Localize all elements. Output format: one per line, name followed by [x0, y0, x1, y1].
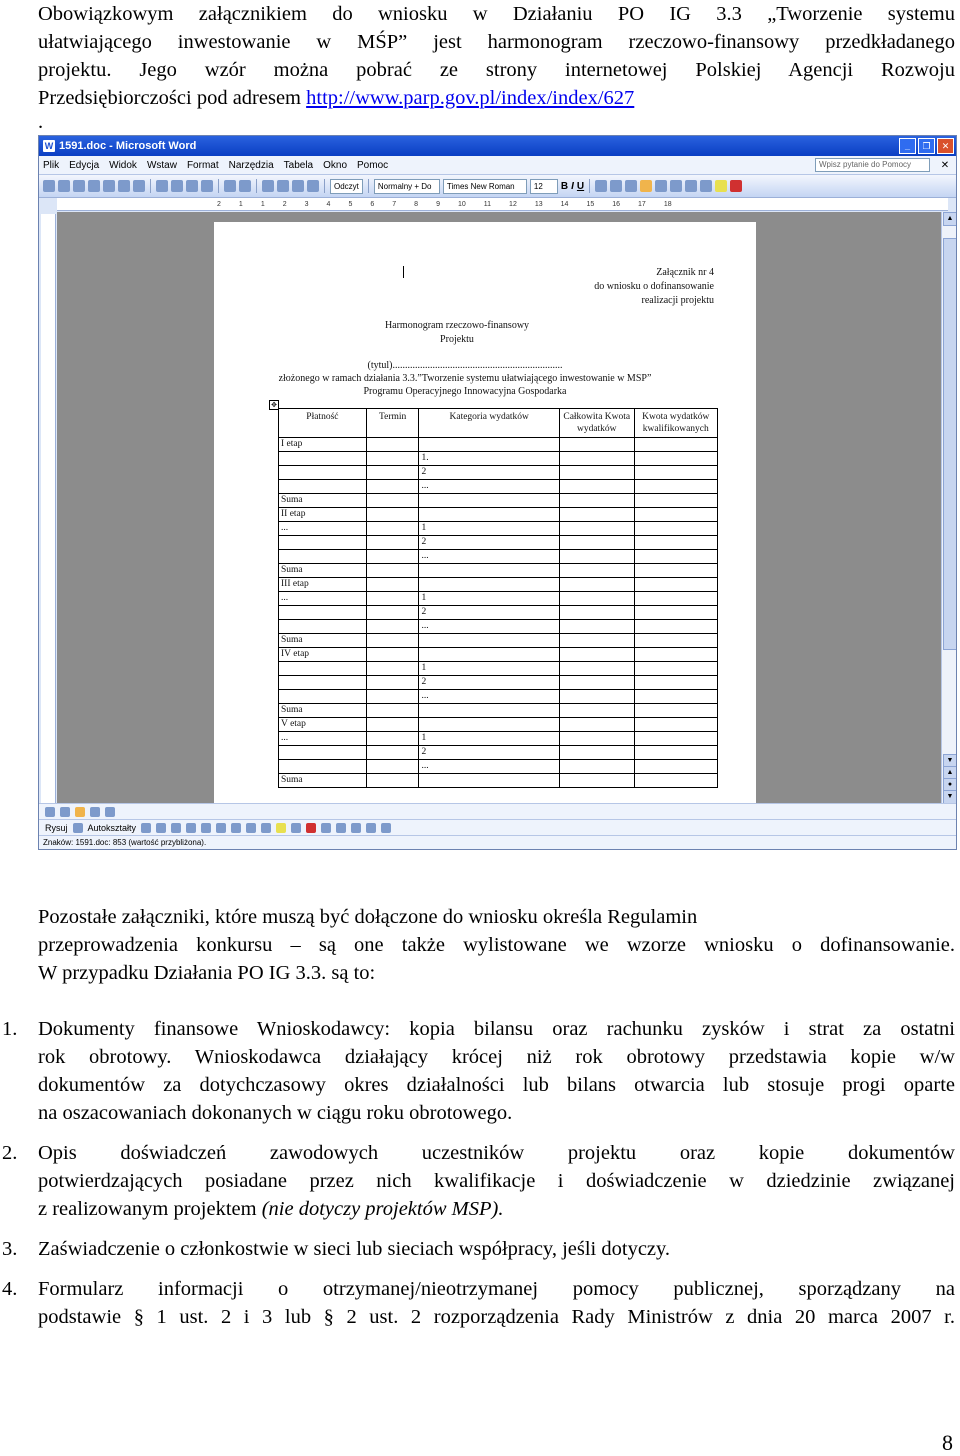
item-row — [279, 732, 718, 746]
table-cell[interactable] — [419, 704, 559, 718]
table-cell[interactable] — [279, 662, 367, 676]
table-cell[interactable] — [634, 760, 717, 774]
intro-trailing: . — [38, 111, 44, 133]
document-page[interactable] — [214, 222, 756, 804]
table-cell[interactable] — [559, 676, 634, 690]
table-cell[interactable] — [279, 536, 367, 550]
table-cell[interactable]: I etap — [279, 438, 367, 452]
table-cell[interactable] — [634, 438, 717, 452]
item-row — [279, 452, 718, 466]
table-cell[interactable] — [366, 592, 419, 606]
spelling-icon[interactable] — [133, 180, 145, 192]
table-cell[interactable]: 1 — [419, 732, 559, 746]
table-cell[interactable] — [279, 452, 367, 466]
format-painter-icon[interactable] — [201, 180, 213, 192]
table-cell[interactable] — [366, 536, 419, 550]
table-cell[interactable] — [366, 732, 419, 746]
table-cell[interactable] — [279, 676, 367, 690]
open-icon[interactable] — [58, 180, 70, 192]
table-cell[interactable] — [419, 718, 559, 732]
table-cell[interactable] — [419, 438, 559, 452]
drawing-icon[interactable] — [307, 180, 319, 192]
view-buttons-bar — [39, 803, 956, 820]
item-row — [279, 466, 718, 480]
title-block: (tytul).................................................................... złożonego w ramach działania 3.3.”Tworzenie systemu ułatwiającego inwestowanie w MSP” Programu Operacyjnego Innowacyjna Gospodarka — [278, 360, 652, 397]
vertical-scrollbar[interactable] — [941, 212, 956, 804]
item-row — [279, 676, 718, 690]
word-app-icon: W — [44, 141, 54, 151]
redo-icon[interactable] — [239, 180, 251, 192]
attachments-paragraph — [38, 903, 955, 987]
table-cell[interactable] — [366, 774, 419, 788]
font-select[interactable]: Times New Roman — [443, 179, 527, 194]
table-cell[interactable]: ... — [279, 732, 367, 746]
draw-menu[interactable]: Rysuj — [45, 823, 68, 833]
clipart-icon[interactable] — [246, 823, 256, 833]
bold-icon[interactable]: B — [560, 180, 569, 192]
table-cell[interactable] — [366, 648, 419, 662]
table-cell[interactable] — [559, 438, 634, 452]
table-cell[interactable] — [419, 578, 559, 592]
table-cell[interactable]: ... — [279, 522, 367, 536]
stage-row — [279, 508, 718, 522]
table-cell[interactable] — [559, 508, 634, 522]
align-left-icon[interactable] — [595, 180, 607, 192]
fill-color-icon[interactable] — [276, 823, 286, 833]
table-cell[interactable] — [559, 480, 634, 494]
table-cell[interactable] — [634, 718, 717, 732]
align-center-icon[interactable] — [610, 180, 622, 192]
col-header: Płatność — [279, 409, 367, 438]
table-cell[interactable]: II etap — [279, 508, 367, 522]
highlight-icon[interactable] — [715, 180, 727, 192]
document-area[interactable] — [57, 212, 942, 804]
browse-object-icon[interactable]: ● — [943, 778, 957, 792]
table-cell[interactable] — [634, 550, 717, 564]
table-cell[interactable] — [634, 774, 717, 788]
list-line: Dokumenty finansowe Wnioskodawcy: kopia bilansu oraz rachunku zysków i strat za ostatni — [38, 1018, 955, 1040]
item-row — [279, 550, 718, 564]
table-cell[interactable] — [366, 746, 419, 760]
item-row — [279, 522, 718, 536]
table-cell[interactable] — [279, 480, 367, 494]
table-cell[interactable] — [366, 508, 419, 522]
prev-page-icon[interactable]: ▲ — [943, 766, 957, 780]
table-cell[interactable] — [279, 550, 367, 564]
numbering-icon[interactable] — [670, 180, 682, 192]
list-number: 4. — [2, 1278, 18, 1300]
permission-icon[interactable] — [88, 180, 100, 192]
table-cell[interactable] — [419, 634, 559, 648]
list-line: Opis doświadczeń zawodowych uczestników projektu oraz kopie dokumentów — [38, 1142, 955, 1164]
list-line: rok obrotowy. Wnioskodawca działający krócej niż rok obrotowy przedstawia kopie w/w — [38, 1046, 955, 1068]
item-row — [279, 662, 718, 676]
outline-view-icon[interactable] — [90, 807, 100, 817]
word-toolbar — [39, 175, 956, 198]
intro-line: Obowiązkowym załącznikiem do wniosku w Działaniu PO IG 3.3 „Tworzenie systemu — [38, 3, 955, 25]
table-cell[interactable] — [634, 732, 717, 746]
normal-view-icon[interactable] — [45, 807, 55, 817]
read-button[interactable]: Odczyt — [330, 179, 363, 194]
table-icon[interactable] — [277, 180, 289, 192]
arrow-style-icon[interactable] — [351, 823, 361, 833]
word-title: 1591.doc - Microsoft Word — [59, 140, 197, 152]
table-cell[interactable]: III etap — [279, 578, 367, 592]
table-cell[interactable] — [634, 452, 717, 466]
item-row — [279, 592, 718, 606]
text-cursor — [403, 266, 404, 278]
line-icon[interactable] — [141, 823, 151, 833]
list-note: (nie dotyczy projektów MSP). — [261, 1198, 504, 1220]
list-line: z realizowanym projektem (nie dotyczy projektów MSP). — [38, 1198, 504, 1220]
table-cell[interactable] — [634, 522, 717, 536]
list-line: Zaświadczenie o członkostwie w sieci lub sieciach współpracy, jeśli dotyczy. — [38, 1238, 671, 1260]
menu-item[interactable]: Format — [186, 159, 219, 171]
table-cell[interactable]: 2 — [419, 536, 559, 550]
schedule-heading: Harmonogram rzeczowo-finansowy Projektu — [384, 320, 530, 345]
table-cell[interactable]: ... — [419, 690, 559, 704]
help-search-input[interactable]: Wpisz pytanie do Pomocy — [815, 158, 930, 172]
table-cell[interactable]: ... — [419, 480, 559, 494]
line-style-icon[interactable] — [321, 823, 331, 833]
table-cell[interactable] — [366, 662, 419, 676]
font-color-draw-icon[interactable] — [306, 823, 316, 833]
annex-label: Załącznik nr 4 do wniosku o dofinansowanie realizacji projektu — [594, 267, 714, 306]
table-cell[interactable] — [559, 620, 634, 634]
list-line: Formularz informacji o otrzymanej/nieotrzymanej pomocy publicznej, sporządzany na — [38, 1278, 955, 1300]
table-cell[interactable] — [366, 578, 419, 592]
indent-icon[interactable] — [700, 180, 712, 192]
table-cell[interactable] — [634, 466, 717, 480]
table-cell[interactable] — [366, 760, 419, 774]
table-cell[interactable] — [559, 452, 634, 466]
col-header: Kwota wydatków kwalifikowanych — [634, 409, 717, 438]
table-move-handle-icon[interactable]: ✥ — [269, 400, 279, 410]
table-cell[interactable] — [366, 606, 419, 620]
table-cell[interactable] — [559, 494, 634, 508]
table-cell[interactable] — [559, 634, 634, 648]
menu-item[interactable]: Wstaw — [146, 159, 177, 171]
sum-row — [279, 494, 718, 508]
intro-paragraph — [38, 0, 955, 136]
autoshapes-menu[interactable]: Autokształty — [87, 823, 137, 833]
italic-icon[interactable]: I — [571, 180, 574, 192]
table-cell[interactable]: 1. — [419, 452, 559, 466]
table-cell[interactable]: Suma — [279, 564, 367, 578]
col-header: Całkowita Kwota wydatków — [559, 409, 634, 438]
table-cell[interactable] — [279, 746, 367, 760]
table-cell[interactable] — [634, 648, 717, 662]
stage-row — [279, 718, 718, 732]
table-cell[interactable] — [634, 662, 717, 676]
table-cell[interactable]: Suma — [279, 494, 367, 508]
item-row — [279, 606, 718, 620]
item-row — [279, 620, 718, 634]
table-cell[interactable] — [559, 718, 634, 732]
close-doc-icon[interactable]: ✕ — [940, 159, 950, 171]
picture-icon[interactable] — [261, 823, 271, 833]
table-cell[interactable] — [366, 704, 419, 718]
preview-icon[interactable] — [118, 180, 130, 192]
shadow-icon[interactable] — [366, 823, 376, 833]
table-cell[interactable] — [634, 620, 717, 634]
copy-icon[interactable] — [171, 180, 183, 192]
undo-icon[interactable] — [224, 180, 236, 192]
list-line: na oszacowaniach dokonanych w ciągu roku obrotowego. — [38, 1102, 513, 1124]
vertical-ruler[interactable] — [41, 214, 56, 804]
list-number: 2. — [2, 1142, 18, 1164]
table-cell[interactable] — [559, 564, 634, 578]
table-cell[interactable] — [366, 564, 419, 578]
new-icon[interactable] — [43, 180, 55, 192]
table-cell[interactable] — [634, 592, 717, 606]
line-color-icon[interactable] — [291, 823, 301, 833]
menu-item[interactable]: Plik — [43, 159, 60, 171]
table-cell[interactable] — [366, 522, 419, 536]
table-cell[interactable]: ... — [279, 592, 367, 606]
item-row — [279, 690, 718, 704]
table-cell[interactable]: 1 — [419, 662, 559, 676]
arrow-icon[interactable] — [156, 823, 166, 833]
menu-item[interactable]: Tabela — [283, 159, 314, 171]
word-titlebar — [39, 136, 956, 156]
table-cell[interactable]: Suma — [279, 634, 367, 648]
paragraph-line: W przypadku Działania PO IG 3.3. są to: — [38, 962, 376, 984]
table-cell[interactable] — [634, 494, 717, 508]
table-cell[interactable] — [559, 690, 634, 704]
table-cell[interactable] — [279, 760, 367, 774]
table-cell[interactable] — [366, 550, 419, 564]
table-cell[interactable] — [634, 536, 717, 550]
menu-item[interactable]: Pomoc — [357, 159, 389, 171]
table-cell[interactable] — [279, 606, 367, 620]
table-cell[interactable] — [634, 508, 717, 522]
drawing-toolbar — [39, 819, 956, 836]
table-cell[interactable] — [366, 494, 419, 508]
list-number: 3. — [2, 1238, 18, 1260]
col-header: Termin — [366, 409, 419, 438]
table-cell[interactable] — [559, 578, 634, 592]
menu-item[interactable]: Edycja — [69, 159, 100, 171]
bullets-icon[interactable] — [685, 180, 697, 192]
table-cell[interactable] — [634, 578, 717, 592]
style-select[interactable]: Normalny + Do — [374, 179, 440, 194]
table-cell[interactable] — [559, 466, 634, 480]
item-row — [279, 536, 718, 550]
sum-row — [279, 634, 718, 648]
intro-line: ułatwiającego inwestowanie w MŚP” jest harmonogram rzeczowo-finansowy przedkładanego — [38, 31, 955, 53]
select-objects-icon[interactable] — [73, 823, 83, 833]
table-cell[interactable] — [559, 592, 634, 606]
table-cell[interactable] — [559, 662, 634, 676]
table-cell[interactable] — [419, 774, 559, 788]
table-cell[interactable] — [366, 466, 419, 480]
table-cell[interactable]: 2 — [419, 606, 559, 620]
schedule-table — [278, 408, 718, 788]
sum-row — [279, 704, 718, 718]
table-cell[interactable] — [559, 746, 634, 760]
paragraph-line: przeprowadzenia konkursu – są one także wylistowane we wzorze wniosku o dofinansowanie. — [38, 934, 955, 956]
table-cell[interactable] — [279, 690, 367, 704]
table-cell[interactable] — [366, 676, 419, 690]
table-cell[interactable]: V etap — [279, 718, 367, 732]
stage-row — [279, 578, 718, 592]
list-line: potwierdzających posiadane przez nich kwalifikacje i doświadczenie w dziedzinie związanej — [38, 1170, 955, 1192]
table-cell[interactable]: 1 — [419, 522, 559, 536]
table-cell[interactable] — [634, 634, 717, 648]
item-row — [279, 480, 718, 494]
table-cell[interactable] — [559, 606, 634, 620]
table-cell[interactable] — [559, 522, 634, 536]
restore-icon[interactable]: ❐ — [918, 138, 935, 154]
page-number: 8 — [942, 1430, 953, 1455]
table-cell[interactable] — [419, 494, 559, 508]
item-row — [279, 746, 718, 760]
table-cell[interactable] — [559, 760, 634, 774]
table-cell[interactable]: ... — [419, 760, 559, 774]
table-cell[interactable]: 2 — [419, 676, 559, 690]
table-cell[interactable]: Suma — [279, 774, 367, 788]
print-icon[interactable] — [103, 180, 115, 192]
3d-icon[interactable] — [381, 823, 391, 833]
web-view-icon[interactable] — [60, 807, 70, 817]
intro-line: projektu. Jego wzór można pobrać ze strony internetowej Polskiej Agencji Rozwoju — [38, 59, 955, 81]
align-right-icon[interactable] — [625, 180, 637, 192]
table-cell[interactable] — [419, 508, 559, 522]
sum-row — [279, 564, 718, 578]
table-cell[interactable] — [419, 648, 559, 662]
table-cell[interactable] — [559, 550, 634, 564]
table-cell[interactable] — [366, 620, 419, 634]
list-number: 1. — [2, 1018, 18, 1040]
reading-view-icon[interactable] — [105, 807, 115, 817]
justify-icon[interactable] — [640, 180, 652, 192]
rectangle-icon[interactable] — [171, 823, 181, 833]
table-cell[interactable] — [559, 648, 634, 662]
table-cell[interactable] — [559, 732, 634, 746]
scroll-up-icon[interactable]: ▲ — [943, 212, 957, 226]
paragraph-line: Pozostałe załączniki, które muszą być dołączone do wniosku określa Regulamin — [38, 906, 698, 928]
diagram-icon[interactable] — [231, 823, 241, 833]
underline-icon[interactable]: U — [576, 180, 585, 192]
list-line: dokumentów za dotychczasowy okres działalności lub bilans otwarcia lub stosuje progi oparte — [38, 1074, 955, 1096]
parp-link[interactable]: http://www.parp.gov.pl/index/index/627 — [306, 87, 635, 109]
table-cell[interactable] — [634, 704, 717, 718]
table-cell[interactable] — [366, 452, 419, 466]
table-cell[interactable]: Suma — [279, 704, 367, 718]
word-menubar — [39, 156, 956, 175]
minimize-icon[interactable]: _ — [899, 138, 916, 154]
sum-row — [279, 774, 718, 788]
next-page-icon[interactable]: ▼ — [943, 790, 957, 804]
table-cell[interactable]: IV etap — [279, 648, 367, 662]
table-cell[interactable] — [279, 466, 367, 480]
intro-line: Przedsiębiorczości pod adresem http://www.parp.gov.pl/index/index/627 — [38, 87, 635, 109]
wordart-icon[interactable] — [216, 823, 226, 833]
table-cell[interactable] — [279, 620, 367, 634]
table-cell[interactable] — [366, 438, 419, 452]
menu-item[interactable]: Okno — [323, 159, 348, 171]
col-header: Kategoria wydatków — [419, 409, 559, 438]
word-screenshot — [38, 135, 957, 850]
paste-icon[interactable] — [186, 180, 198, 192]
oval-icon[interactable] — [186, 823, 196, 833]
horizontal-ruler[interactable]: 2 1 1 2 3 4 5 6 7 8 9 10 11 12 13 14 15 16 17 18 — [57, 198, 948, 211]
save-icon[interactable] — [73, 180, 85, 192]
font-size-select[interactable]: 12 — [530, 179, 558, 194]
table-cell[interactable]: 2 — [419, 746, 559, 760]
table-cell[interactable]: ... — [419, 550, 559, 564]
cut-icon[interactable] — [156, 180, 168, 192]
print-view-icon[interactable] — [75, 807, 85, 817]
textbox-icon[interactable] — [201, 823, 211, 833]
table-cell[interactable] — [366, 690, 419, 704]
table-cell[interactable]: 2 — [419, 466, 559, 480]
hyperlink-icon[interactable] — [262, 180, 274, 192]
close-icon[interactable]: ✕ — [937, 138, 954, 154]
table-cell[interactable]: 1 — [419, 592, 559, 606]
table-cell[interactable] — [634, 676, 717, 690]
table-cell[interactable] — [559, 704, 634, 718]
font-color-icon[interactable] — [730, 180, 742, 192]
status-bar: Znaków: 1591.doc: 853 (wartość przybliżona). — [39, 835, 956, 849]
menu-item[interactable]: Narzędzia — [228, 159, 274, 171]
scroll-thumb[interactable] — [943, 238, 957, 650]
scroll-down-icon[interactable]: ▼ — [943, 754, 957, 768]
list-line: podstawie § 1 ust. 2 i 3 lub § 2 ust. 2 rozporządzenia Rady Ministrów z dnia 20 marca 2007 r. — [38, 1306, 955, 1328]
table-cell[interactable] — [366, 480, 419, 494]
table-cell[interactable] — [419, 564, 559, 578]
columns-icon[interactable] — [292, 180, 304, 192]
table-cell[interactable]: ... — [419, 620, 559, 634]
table-cell[interactable] — [366, 634, 419, 648]
table-cell[interactable] — [634, 746, 717, 760]
table-cell[interactable] — [366, 718, 419, 732]
stage-row — [279, 438, 718, 452]
menu-item[interactable]: Widok — [109, 159, 137, 171]
table-cell[interactable] — [559, 774, 634, 788]
table-cell[interactable] — [634, 606, 717, 620]
table-cell[interactable] — [634, 564, 717, 578]
table-cell[interactable] — [559, 536, 634, 550]
line-spacing-icon[interactable] — [655, 180, 667, 192]
table-cell[interactable] — [634, 690, 717, 704]
dash-style-icon[interactable] — [336, 823, 346, 833]
stage-row — [279, 648, 718, 662]
table-cell[interactable] — [634, 480, 717, 494]
item-row — [279, 760, 718, 774]
